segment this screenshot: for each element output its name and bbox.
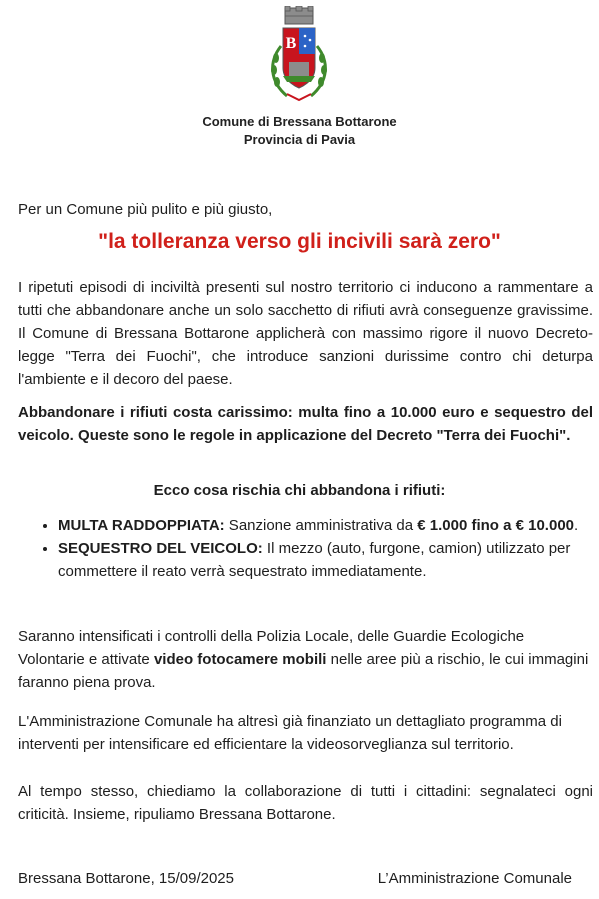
municipality-name: Comune di Bressana Bottarone: [202, 114, 397, 129]
list-item-tail: .: [574, 517, 579, 534]
list-item: [58, 537, 598, 583]
collaboration-paragraph: Al tempo stesso, chiediamo la collaborazione di tutti i cittadini: segnalateci ogni criticità. Insieme, ripuliamo Bressana Bottarone.: [18, 783, 593, 823]
signature: L’Amministrazione Comunale: [377, 870, 572, 887]
list-item-text: Sanzione amministrativa da: [224, 517, 418, 534]
svg-text:B: B: [285, 35, 297, 52]
list-item: [58, 514, 598, 537]
program-paragraph: L'Amministrazione Comunale ha altresì già finanziato un dettagliato programma di interventi per intensificare ed efficientare la videosorveglianza sul territorio.: [18, 713, 562, 753]
list-item-amount: € 1.000 fino a € 10.000: [417, 517, 575, 534]
bold-paragraph: Abbandonare i rifiuti costa carissimo: multa fino a 10.000 euro e sequestro del veicolo. Queste sono le regole in applicazione del Decreto "Terra dei Fuochi".: [18, 404, 593, 444]
controls-text-end: nelle aree più a rischio, le cui immagini faranno piena prova.: [18, 651, 589, 691]
body-paragraph-1: I ripetuti episodi di inciviltà presenti sul nostro territorio ci inducono a rammentare a tutti che abbandonare anche un solo sacchetto di rifiuti avrà conseguenze gravissime. Il Comune di Bressana Bottarone applicherà con massimo rigore il nuovo Decreto-legge "Terra dei Fuochi", che introduce sanzioni durissime contro chi deturpa l'ambiente e il decoro del paese.: [18, 279, 593, 388]
controls-highlight: video fotocamere mobili: [153, 651, 327, 668]
list-heading: Ecco cosa rischia chi abbandona i rifiuti:: [153, 482, 446, 499]
controls-text: Saranno intensificati i controlli della Polizia Locale, delle Guardie Ecologiche Volontarie e attivate: [18, 628, 525, 668]
letterhead: [0, 113, 599, 149]
controls-paragraph: [18, 625, 593, 694]
list-item-label: SEQUESTRO DEL VEICOLO:: [58, 540, 263, 557]
municipal-crest-icon: [265, 6, 333, 106]
headline: "la tolleranza verso gli incivili sarà zero": [98, 230, 501, 253]
place-date: Bressana Bottarone, 15/09/2025: [18, 870, 234, 887]
list-item-label: MULTA RADDOPPIATA:: [58, 517, 225, 534]
list-item-text: Il mezzo (auto, furgone, camion) utilizzato per commettere il reato verrà sequestrato immediatamente.: [58, 540, 571, 580]
intro-line: Per un Comune più pulito e più giusto,: [18, 201, 273, 218]
province-name: Provincia di Pavia: [243, 132, 356, 147]
penalty-list: [18, 514, 598, 583]
